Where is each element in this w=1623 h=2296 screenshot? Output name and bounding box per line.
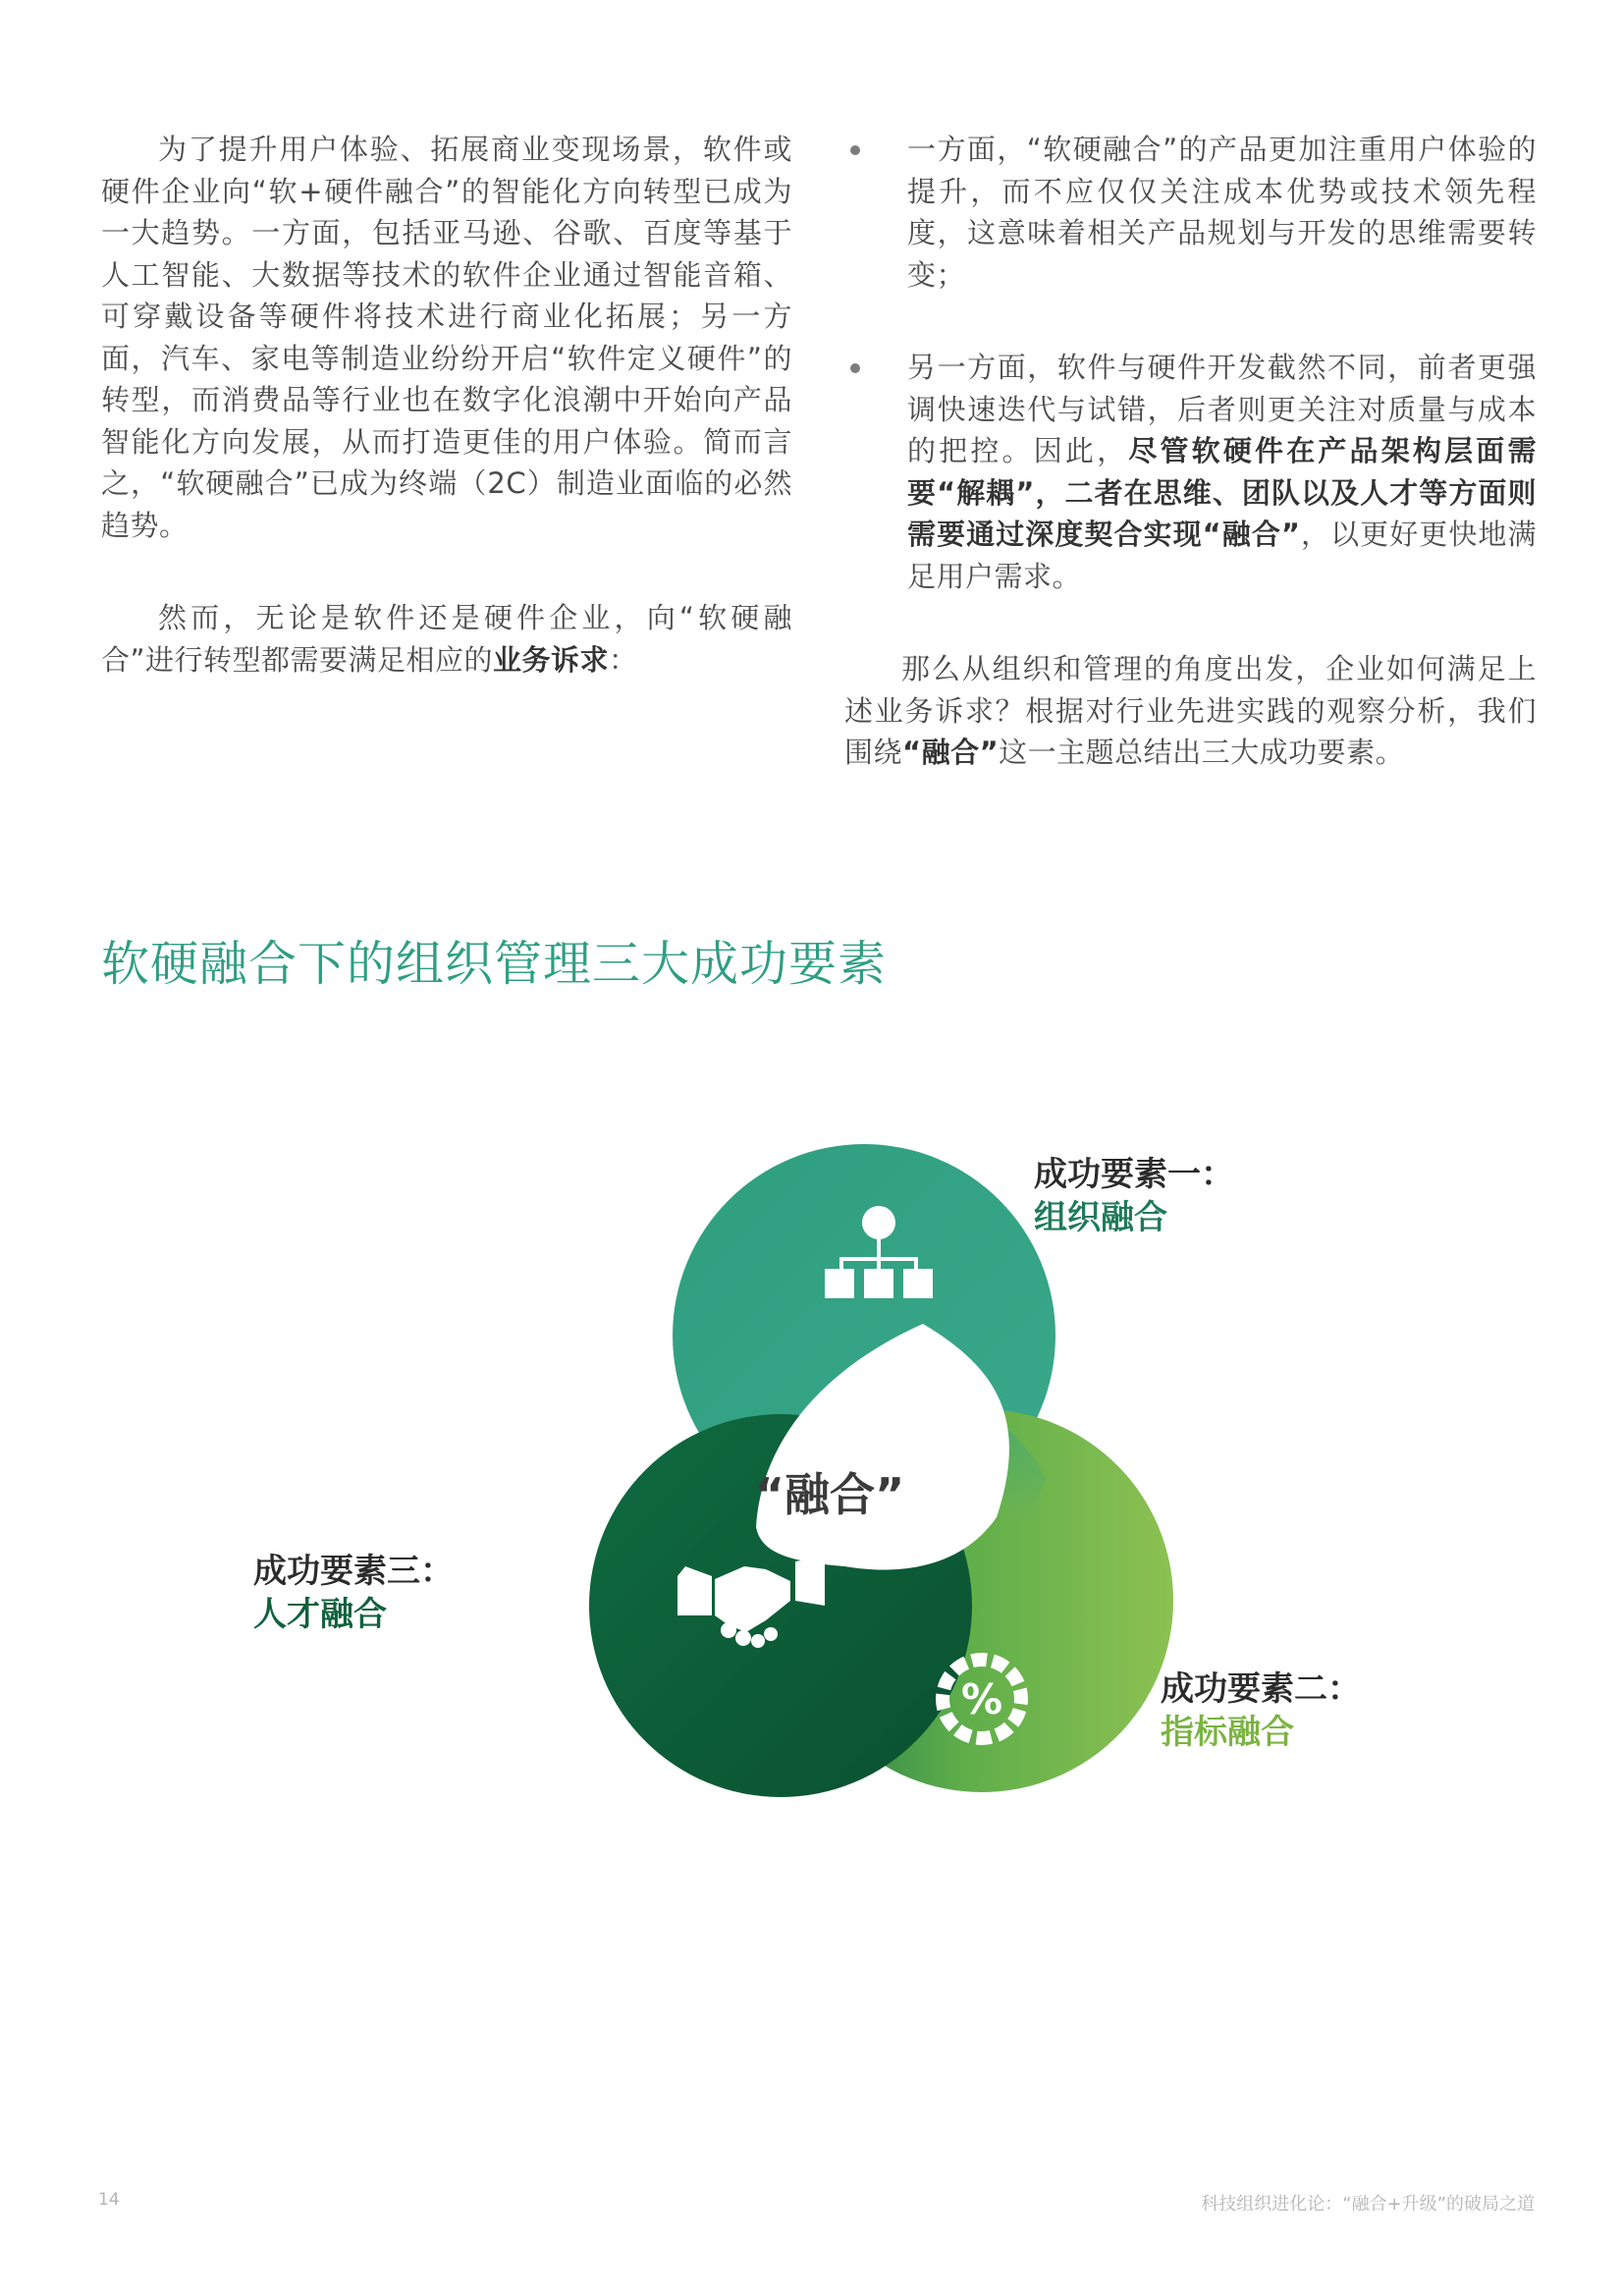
- bullet-text-2: [907, 347, 1537, 597]
- bullet-item-1: [844, 129, 1537, 296]
- business-demand-text: 然而，无论是软件还是硬件企业，向“软硬融合”进行转型都需要满足相应的: [101, 601, 792, 677]
- page-number: 14: [98, 2190, 120, 2210]
- right-column: [844, 129, 1537, 774]
- factor-one-name: 组织融合: [1034, 1198, 1167, 1237]
- factor-two-label: [1161, 1667, 1361, 1754]
- factor-two-name: 指标融合: [1161, 1713, 1294, 1752]
- conclusion-end: 这一主题总结出三大成功要素。: [999, 736, 1405, 769]
- bullet-dot-icon: [850, 363, 860, 373]
- conclusion-paragraph: [844, 648, 1537, 774]
- business-demand-paragraph: [101, 597, 792, 681]
- section-title: 软硬融合下的组织管理三大成功要素: [101, 936, 888, 992]
- business-demand-bold: 业务诉求: [493, 642, 610, 677]
- business-demand-end: ：: [609, 642, 638, 677]
- venn-center-label: “融合”: [754, 1468, 905, 1521]
- intro-paragraph: 为了提升用户体验、拓展商业变现场景，软件或硬件企业向“软+硬件融合”的智能化方向转型已成为一大趋势。一方面，包括亚马逊、谷歌、百度等基于人工智能、大数据等技术的软件企业通过智能音箱、可穿戴设备等硬件将技术进行商业化拓展；另一方面，汽车、家电等制造业纷纷开启“软件定义硬件”的转型，而消费品等行业也在数字化浪潮中开始向产品智能化方向发展，从而打造更佳的用户体验。简而言之，“软硬融合”已成为终端（2C）制造业面临的必然趋势。: [101, 133, 792, 542]
- bullet-2-text: 另一方面，软件与硬件开发截然不同，前者更强调快速迭代与试错，后者则更关注对质量与成本的把控。因此，: [907, 351, 1537, 467]
- bullet-text-1: 一方面，“软硬融合”的产品更加注重用户体验的提升，而不应仅仅关注成本优势或技术领先程度，这意味着相关产品规划与开发的思维需要转变；: [907, 133, 1537, 292]
- bullet-2-end: ，以更好更快地满足用户需求。: [907, 518, 1537, 593]
- factor-three-name: 人才融合: [253, 1595, 387, 1634]
- factor-three-label: [253, 1550, 454, 1636]
- footer-title: 科技组织进化论：“融合+升级”的破局之道: [1201, 2194, 1535, 2214]
- factor-one-title: 成功要素一：: [1034, 1155, 1234, 1194]
- svg-text:%: %: [960, 1675, 1003, 1723]
- conclusion-bold: “融合”: [902, 736, 1000, 769]
- bullet-2-bold: 尽管软硬件在产品架构层面需要“解耦”，二者在思维、团队以及人才等方面则需要通过深度契合实现“融合”: [907, 434, 1537, 551]
- factor-one-label: [1034, 1153, 1234, 1239]
- left-column: [101, 129, 792, 681]
- bullet-dot-icon: [850, 145, 860, 155]
- factor-two-title: 成功要素二：: [1161, 1669, 1361, 1709]
- bullet-item-2: [844, 347, 1537, 597]
- factor-three-title: 成功要素三：: [253, 1552, 454, 1591]
- conclusion-text: 那么从组织和管理的角度出发，企业如何满足上述业务诉求？根据对行业先进实践的观察分析，我们围绕: [844, 652, 1537, 769]
